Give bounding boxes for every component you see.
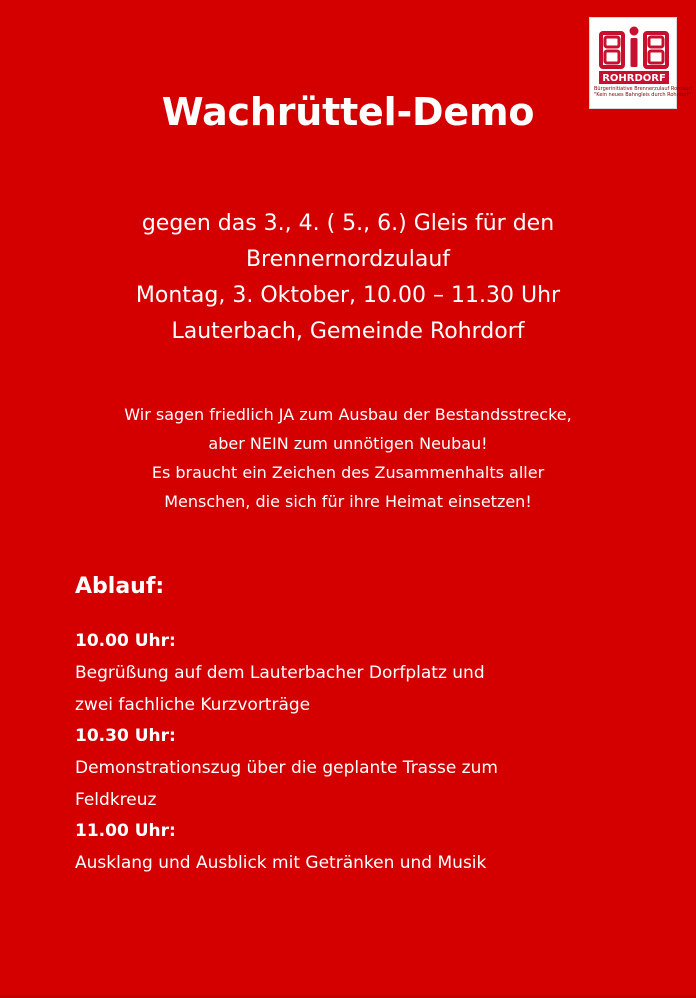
- schedule-item: [75, 721, 676, 816]
- logo-tagline: Bürgerinitiative Brennerzulauf Rohrdorf "Kein neues Bahngleis durch Rohrdorf": [594, 86, 693, 98]
- schedule-item-text: Feldkreuz: [75, 790, 157, 810]
- schedule-item-time: 10.30 Uhr:: [75, 726, 176, 746]
- subtitle-line-2: Brennernordzulauf: [245, 247, 451, 272]
- schedule: [75, 570, 676, 879]
- schedule-item: [75, 816, 676, 879]
- event-details: [40, 206, 656, 350]
- event-date-time: Montag, 3. Oktober, 10.00 – 11.30 Uhr: [135, 283, 561, 308]
- schedule-item: [75, 626, 676, 721]
- schedule-item-text: Demonstrationszug über die geplante Trasse zum: [75, 758, 498, 778]
- schedule-item-time: 11.00 Uhr:: [75, 821, 176, 841]
- schedule-item-text: Begrüßung auf dem Lauterbacher Dorfplatz und: [75, 663, 485, 683]
- statement-text: [40, 400, 656, 516]
- bib-logo-mark-icon: [599, 25, 669, 85]
- subtitle-line-1: gegen das 3., 4. ( 5., 6.) Gleis für den: [141, 211, 555, 236]
- event-location: Lauterbach, Gemeinde Rohrdorf: [171, 319, 525, 344]
- schedule-item-text: Ausklang und Ausblick mit Getränken und Musik: [75, 853, 487, 873]
- schedule-item-text: zwei fachliche Kurzvorträge: [75, 695, 311, 715]
- statement-line-4: Menschen, die sich für ihre Heimat einsetzen!: [164, 492, 532, 511]
- page-title: Wachrüttel-Demo: [161, 90, 535, 134]
- statement-line-2: aber NEIN zum unnötigen Neubau!: [208, 434, 488, 453]
- statement-line-3: Es braucht ein Zeichen des Zusammenhalts aller: [151, 463, 545, 482]
- schedule-item-time: 10.00 Uhr:: [75, 631, 176, 651]
- statement-line-1: Wir sagen friedlich JA zum Ausbau der Bestandsstrecke,: [124, 405, 572, 424]
- schedule-heading: Ablauf:: [75, 574, 165, 599]
- svg-text:ROHRDORF: ROHRDORF: [602, 73, 666, 84]
